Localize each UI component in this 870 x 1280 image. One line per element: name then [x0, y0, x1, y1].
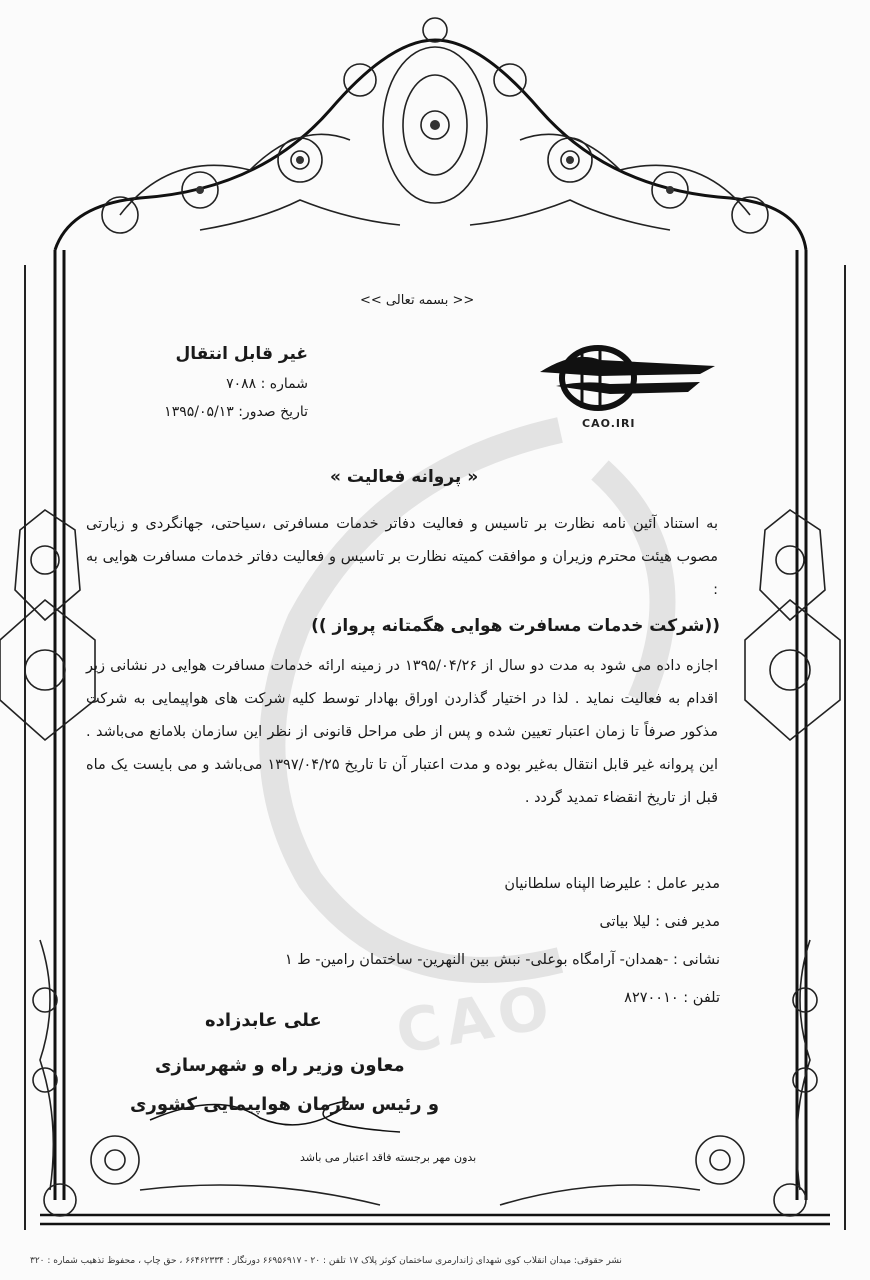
seal-validity-note: بدون مهر برجسته فاقد اعتبار می باشد [300, 1151, 477, 1164]
invocation-heading: << بسمه تعالی >> [360, 293, 475, 308]
publisher-footer: نشر حقوقی: میدان انقلاب کوی شهدای ژاندارمری ساختمان کوثر پلاک ۱۷ تلفن : ۲۰ - ۶۶۹۵۶۹۱۷ دورنگار : ۶۶۴۶۲۳۳۴ ، حق چاپ ، محفوظ تذهیب شماره : ۳۲۰ [30, 1256, 622, 1266]
managing-director: مدیر عامل : علیرضا الپناه سلطانیان [504, 876, 720, 892]
signer-name: علی عابدزاده [205, 1010, 322, 1031]
issue-date [164, 404, 308, 420]
license-paragraph-1: به استناد آئین نامه نظارت بر تاسیس و فعالیت دفاتر خدمات مسافرتی ،سیاحتی، جهانگردی و زیارتی مصوب هیئت محترم وزیران و موافقت کمیته نظارت بر تاسیس و فعالیت دفاتر خدمات مسافرت هوایی به : [86, 516, 718, 598]
company-name: ((شرکت خدمات مسافرت هوایی هگمتانه پرواز )) [311, 616, 720, 636]
document-number [226, 376, 308, 392]
date-value: ۱۳۹۵/۰۵/۱۳ [164, 404, 234, 420]
watermark-text: CAO [391, 971, 561, 1069]
number-label: شماره : [260, 376, 308, 392]
phone: تلفن : ۸۲۷۰۰۱۰ [624, 990, 720, 1006]
address: نشانی : -همدان- آرامگاه بوعلی- نبش بین النهرین- ساختمان رامین- ط ۱ [284, 952, 720, 968]
logo-text: CAO.IRI [582, 417, 636, 430]
date-label: تاریخ صدور: [238, 404, 308, 420]
license-title: « پروانه فعالیت » [330, 467, 479, 487]
signer-title-1: معاون وزیر راه و شهرسازی [155, 1055, 405, 1076]
cao-logo-icon [540, 346, 715, 410]
signer-title-2: و رئیس سازمان هواپیمایی کشوری [130, 1094, 440, 1115]
non-transferable-label: غیر قابل انتقال [175, 344, 308, 364]
license-paragraph-2: اجازه داده می شود به مدت دو سال از ۱۳۹۵/۰۴/۲۶ در زمینه ارائه خدمات مسافرت هوایی در نشانی زیر اقدام به فعالیت نماید . لذا در اختیار گذاردن اوراق بهادار توسط کلیه شرکت های هواپیمایی به شرکت مذکور صرفاً تا زمان اعتبار تعیین شده و پس از طی مراحل قانونی از نظر این سازمان بلامانع می‌باشد . این پروانه غیر قابل انتقال به‌غیر بوده و مدت اعتبار آن تا تاریخ ۱۳۹۷/۰۴/۲۵ می‌باشد و می بایست یک ماه قبل از تاریخ انقضاء تمدید گردد . [86, 658, 718, 806]
technical-manager: مدیر فنی : لیلا بیاتی [599, 914, 720, 930]
number-value: ۷۰۸۸ [226, 376, 257, 392]
